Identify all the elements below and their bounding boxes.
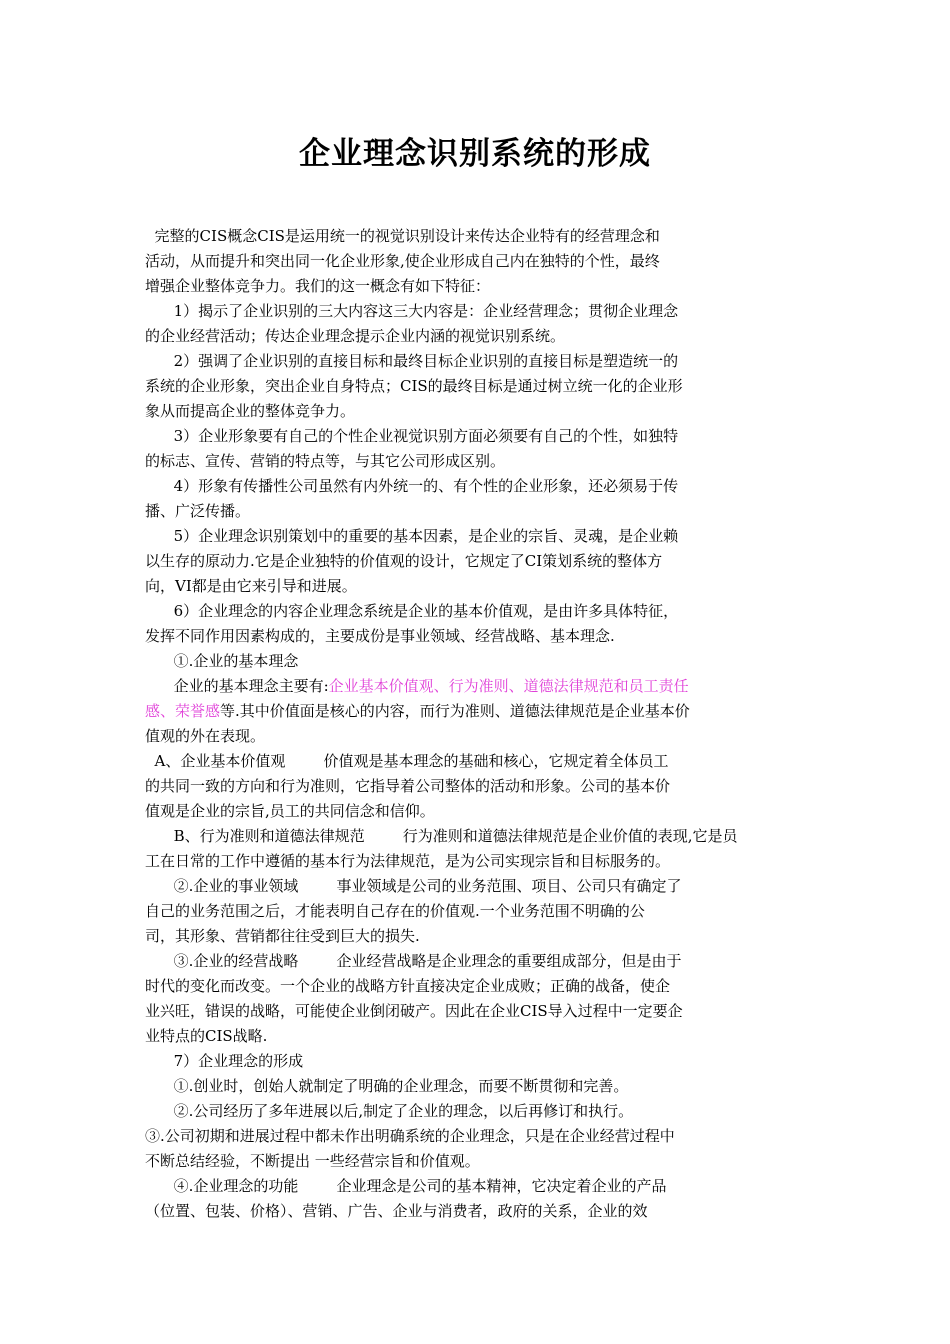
highlighted-text: 企业基本价值观、行为准则、道德法律规范和员工责任 [328, 677, 689, 695]
paragraph-line: 象从而提高企业的整体竞争力。 [145, 402, 356, 420]
paragraph-line: 工在日常的工作中遵循的基本行为法律规范，是为公司实现宗旨和目标服务的。 [145, 852, 671, 870]
paragraph-line: ②.公司经历了多年进展以后,制定了企业的理念，以后再修订和执行。 [145, 1102, 634, 1120]
basic-concept-intro: 企业的基本理念主要有: [145, 677, 329, 695]
paragraph-line: B、行为准则和道德法律规范 行为准则和道德法律规范是企业价值的表现,它是员 [145, 827, 738, 845]
document-body [145, 224, 805, 1224]
paragraph-line: 活动，从而提升和突出同一化企业形象,使企业形成自己内在独特的个性，最终 [145, 252, 660, 270]
paragraph-line: 自己的业务范围之后，才能表明自己存在的价值观.一个业务范围不明确的公 [145, 902, 645, 920]
paragraph-line: 播、广泛传播。 [145, 502, 251, 520]
paragraph-line: 7）企业理念的形成 [145, 1052, 304, 1070]
paragraph-line: 2）强调了企业识别的直接目标和最终目标企业识别的直接目标是塑造统一的 [145, 352, 679, 370]
paragraph-line: 5）企业理念识别策划中的重要的基本因素，是企业的宗旨、灵魂，是企业赖 [145, 527, 679, 545]
paragraph-line: 不断总结经验，不断提出 一些经营宗旨和价值观。 [145, 1152, 480, 1170]
page-title: 企业理念识别系统的形成 [299, 136, 651, 172]
highlighted-text: 感、荣誉感 [145, 702, 221, 720]
paragraph-line: ③.企业的经营战略 企业经营战略是企业理念的重要组成部分，但是由于 [145, 952, 682, 970]
paragraph-line: 业兴旺，错误的战略，可能使企业倒闭破产。因此在企业CIS导入过程中一定要企 [145, 1002, 683, 1020]
paragraph-line: 的标志、宣传、营销的特点等，与其它公司形成区别。 [145, 452, 506, 470]
paragraph-line: 值观是企业的宗旨,员工的共同信念和信仰。 [145, 802, 435, 820]
paragraph-line: 系统的企业形象，突出企业自身特点；CIS的最终目标是通过树立统一化的企业形 [145, 377, 683, 395]
paragraph-line: 1）揭示了企业识别的三大内容这三大内容是：企业经营理念；贯彻企业理念 [145, 302, 679, 320]
paragraph-line [145, 674, 805, 699]
paragraph-line: 3）企业形象要有自己的个性企业视觉识别方面必须要有自己的个性，如独特 [145, 427, 679, 445]
paragraph-line: 向，VI都是由它来引导和进展。 [145, 577, 357, 595]
paragraph-line: A、企业基本价值观 价值观是基本理念的基础和核心，它规定着全体员工 [145, 752, 669, 770]
paragraph-line: ④.企业理念的功能 企业理念是公司的基本精神，它决定着企业的产品 [145, 1177, 667, 1195]
paragraph-line: ①.创业时，创始人就制定了明确的企业理念，而要不断贯彻和完善。 [145, 1077, 629, 1095]
paragraph-line: 值观的外在表现。 [145, 727, 266, 745]
basic-concept-continued: 等.其中价值面是核心的内容，而行为准则、道德法律规范是企业基本价 [220, 702, 690, 720]
paragraph-line: 时代的变化而改变。一个企业的战略方针直接决定企业成败；正确的战备，使企 [145, 977, 671, 995]
paragraph-line [145, 699, 805, 724]
paragraph-line: 增强企业整体竞争力。我们的这一概念有如下特征： [145, 277, 491, 295]
paragraph-line: 发挥不同作用因素构成的，主要成份是事业领域、经营战略、基本理念. [145, 627, 615, 645]
paragraph-line: 的企业经营活动；传达企业理念提示企业内涵的视觉识别系统。 [145, 327, 566, 345]
paragraph-line: 6）企业理念的内容企业理念系统是企业的基本价值观，是由许多具体特征， [145, 602, 679, 620]
paragraph-line: ③.公司初期和进展过程中都未作出明确系统的企业理念，只是在企业经营过程中 [145, 1127, 675, 1145]
paragraph-line: 4）形象有传播性公司虽然有内外统一的、有个性的企业形象，还必须易于传 [145, 477, 679, 495]
paragraph-line: ②.企业的事业领域 事业领域是公司的业务范围、项目、公司只有确定了 [145, 877, 682, 895]
paragraph-line: 以生存的原动力.它是企业独特的价值观的设计，它规定了CI策划系统的整体方 [145, 552, 663, 570]
paragraph-line: ①.企业的基本理念 [145, 652, 299, 670]
paragraph-line: 司，其形象、营销都往往受到巨大的损失. [145, 927, 420, 945]
paragraph-line: 完整的CIS概念CIS是运用统一的视觉识别设计来传达企业特有的经营理念和 [145, 227, 660, 245]
paragraph-line: （位置、包装、价格）、营销、广告、企业与消费者，政府的关系，企业的效 [145, 1202, 648, 1220]
paragraph-line: 的共同一致的方向和行为准则，它指导着公司整体的活动和形象。公司的基本价 [145, 777, 671, 795]
paragraph-line: 业特点的CIS战略. [145, 1027, 268, 1045]
